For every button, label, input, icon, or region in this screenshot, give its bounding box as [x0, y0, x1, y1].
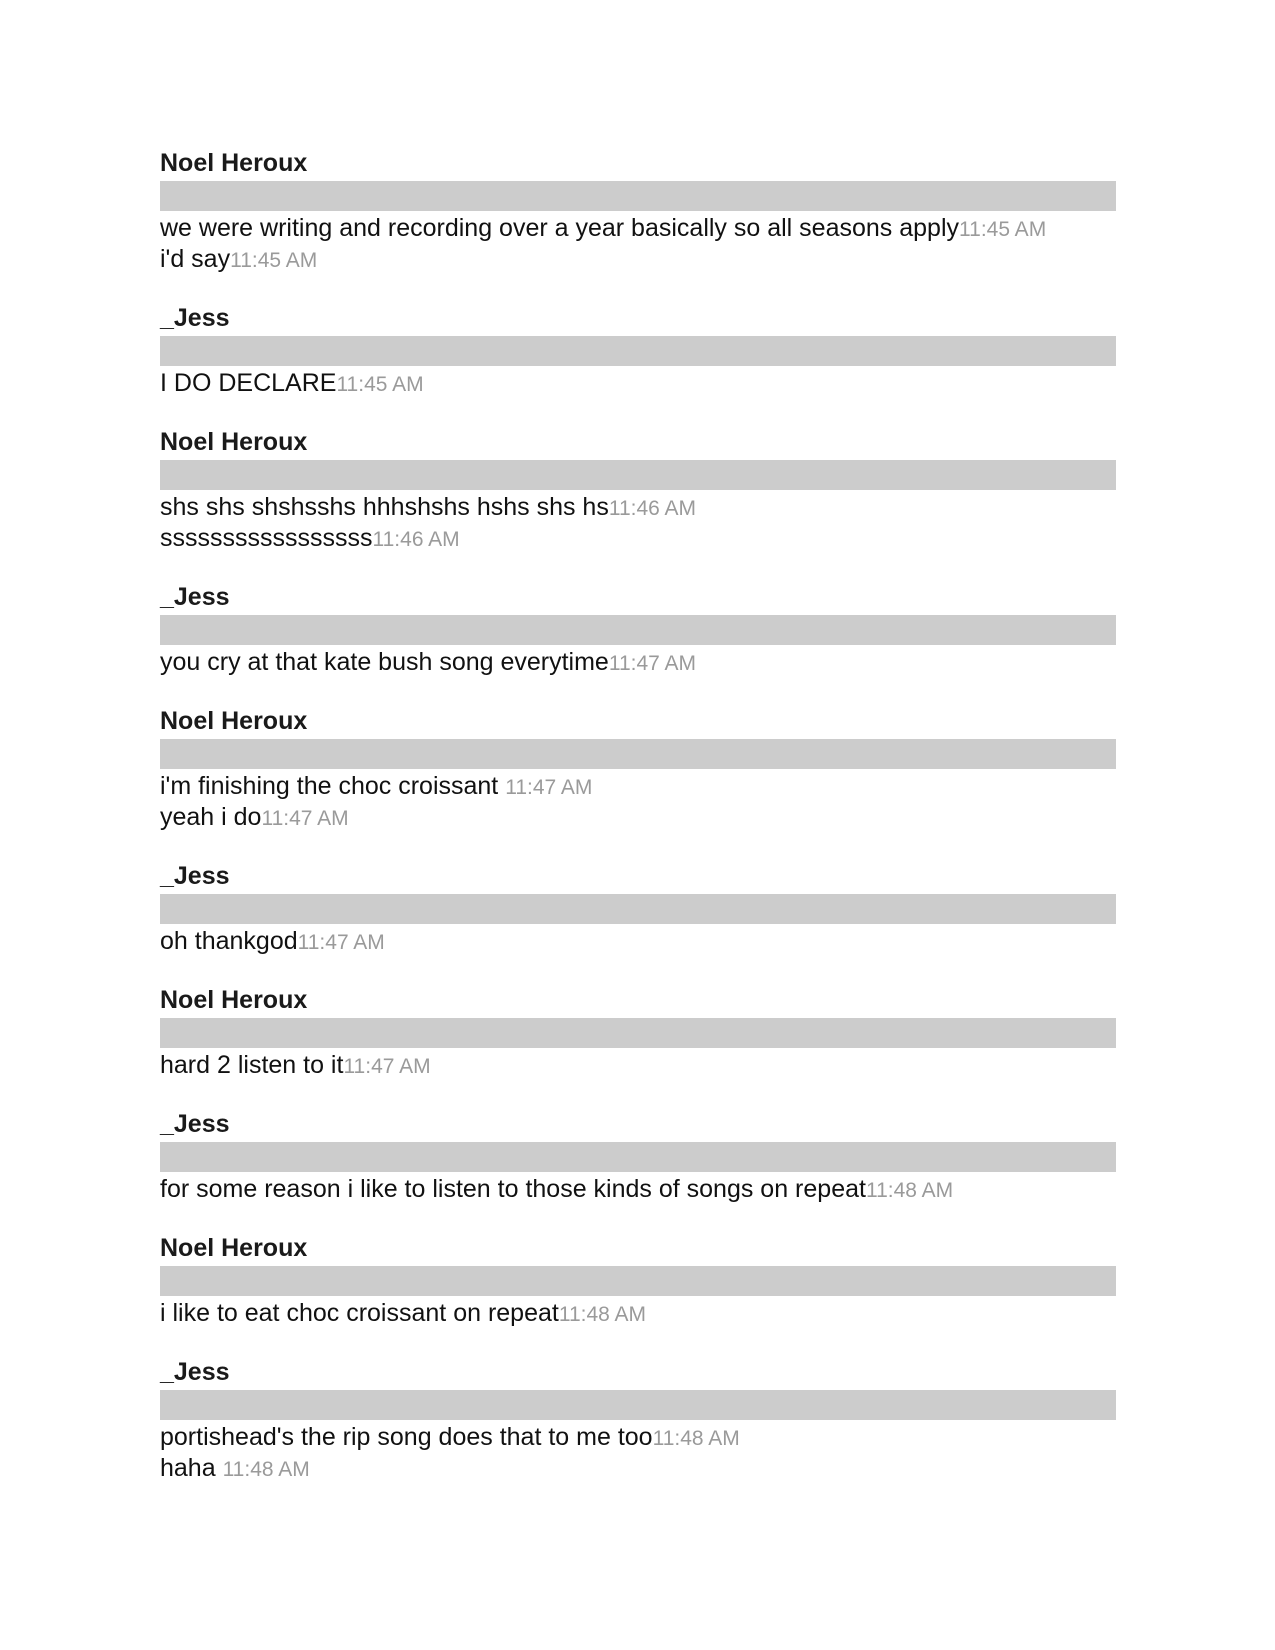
message-timestamp: 11:46 AM [608, 497, 696, 520]
message-line [160, 244, 1116, 275]
redaction-bar [160, 1390, 1116, 1420]
message-timestamp: 11:47 AM [297, 931, 385, 954]
message-group [160, 303, 1116, 399]
message-group [160, 861, 1116, 957]
message-group [160, 1357, 1116, 1484]
message-text: hard 2 listen to it [160, 1051, 344, 1079]
sender-name: Noel Heroux [160, 1234, 308, 1262]
message-timestamp: 11:45 AM [959, 218, 1047, 241]
message-text: haha [160, 1454, 223, 1482]
redaction-bar [160, 615, 1116, 645]
message-timestamp: 11:47 AM [505, 776, 593, 799]
message-text: i like to eat choc croissant on repeat [160, 1299, 559, 1327]
sender-name: _Jess [160, 1358, 230, 1386]
message-group [160, 148, 1116, 275]
message-group [160, 1109, 1116, 1205]
message-line [160, 926, 1116, 957]
message-text: oh thankgod [160, 927, 298, 955]
message-line [160, 802, 1116, 833]
message-line [160, 368, 1116, 399]
redaction-bar [160, 894, 1116, 924]
message-text: yeah i do [160, 803, 262, 831]
message-timestamp: 11:47 AM [343, 1055, 431, 1078]
message-text: shs shs shshsshs hhhshshs hshs shs hs [160, 493, 609, 521]
message-line [160, 1174, 1116, 1205]
redaction-bar [160, 1018, 1116, 1048]
sender-name: Noel Heroux [160, 986, 308, 1014]
message-line [160, 647, 1116, 678]
message-timestamp: 11:48 AM [558, 1303, 646, 1326]
message-line [160, 492, 1116, 523]
message-line [160, 771, 1116, 802]
message-line [160, 1050, 1116, 1081]
sender-name: _Jess [160, 1110, 230, 1138]
sender-name: Noel Heroux [160, 428, 308, 456]
sender-name: _Jess [160, 304, 230, 332]
redaction-bar [160, 1142, 1116, 1172]
message-text: for some reason i like to listen to those kinds of songs on repeat [160, 1175, 866, 1203]
message-group [160, 985, 1116, 1081]
message-line [160, 1422, 1116, 1453]
message-timestamp: 11:46 AM [372, 528, 460, 551]
chat-transcript [160, 148, 1116, 1484]
message-timestamp: 11:47 AM [608, 652, 697, 675]
message-timestamp: 11:47 AM [261, 807, 349, 830]
message-line [160, 1453, 1116, 1484]
message-group [160, 427, 1116, 554]
message-group [160, 706, 1116, 833]
redaction-bar [160, 460, 1116, 490]
message-line [160, 523, 1116, 554]
sender-name: _Jess [160, 862, 230, 890]
redaction-bar [160, 336, 1116, 366]
redaction-bar [160, 739, 1116, 769]
message-timestamp: 11:48 AM [865, 1179, 954, 1202]
message-group [160, 582, 1116, 678]
sender-name: _Jess [160, 583, 230, 611]
message-timestamp: 11:48 AM [652, 1427, 740, 1450]
message-timestamp: 11:45 AM [336, 373, 424, 396]
sender-name: Noel Heroux [160, 707, 308, 735]
message-text: portishead's the rip song does that to me too [160, 1423, 653, 1451]
message-timestamp: 11:48 AM [222, 1458, 310, 1481]
redaction-bar [160, 181, 1116, 211]
message-timestamp: 11:45 AM [230, 249, 318, 272]
message-line [160, 1298, 1116, 1329]
sender-name: Noel Heroux [160, 149, 308, 177]
message-line [160, 213, 1116, 244]
message-text: I DO DECLARE [160, 369, 337, 397]
message-text: i'd say [160, 245, 231, 273]
message-text: sssssssssssssssss [160, 524, 373, 552]
message-text: you cry at that kate bush song everytime [160, 648, 609, 676]
message-group [160, 1233, 1116, 1329]
message-text: i'm finishing the choc croissant [160, 772, 506, 800]
redaction-bar [160, 1266, 1116, 1296]
message-text: we were writing and recording over a year basically so all seasons apply [160, 214, 960, 242]
